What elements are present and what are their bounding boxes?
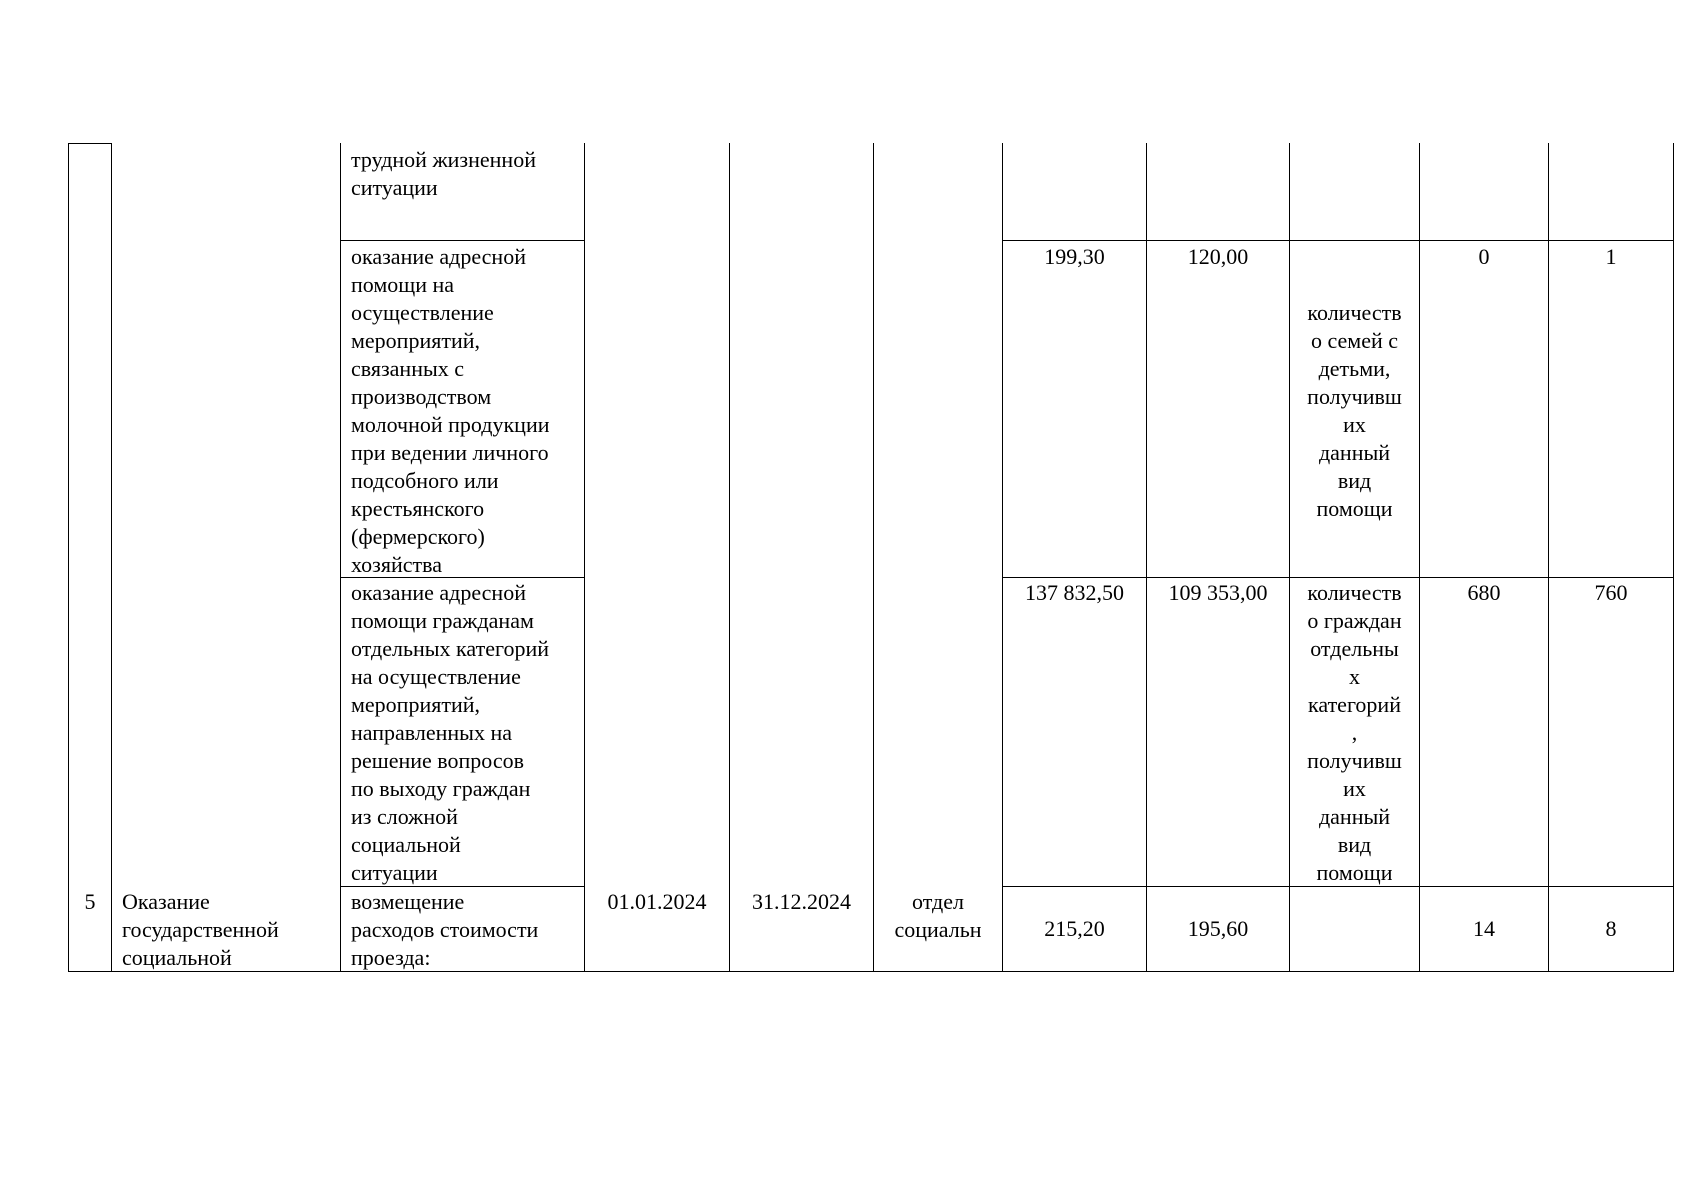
row-5-value-2: 8 <box>1605 916 1617 941</box>
row-dairy-amount-2: 120,00 <box>1187 244 1249 269</box>
row-5-amount-1: 215,20 <box>1044 916 1105 941</box>
row-categories-value-2: 760 <box>1594 580 1628 605</box>
row-categories-value-1: 680 <box>1467 580 1501 605</box>
row-5-amount-2: 195,60 <box>1187 916 1249 941</box>
grid-line <box>1002 240 1674 241</box>
grid-line <box>584 143 585 972</box>
row-5-date-start: 01.01.2024 <box>607 889 707 914</box>
row-dairy-value-2: 1 <box>1605 244 1617 269</box>
row-5-date-end: 31.12.2024 <box>752 889 851 914</box>
row-5-number: 5 <box>84 889 96 914</box>
row-5-executor: отдел социальн <box>894 889 982 942</box>
row-5-value-1: 14 <box>1473 916 1495 941</box>
row-dairy-value-1: 0 <box>1478 244 1490 269</box>
row-categories-amount-2: 109 353,00 <box>1168 580 1268 605</box>
grid-line <box>1673 143 1674 972</box>
row-continuation-description: трудной жизненной ситуации <box>351 147 536 200</box>
row-dairy-description: оказание адресной помощи на осуществление мероприятий, связанных с производством молочной продукции при ведении личного подсобного или крестьянского (фермерского) хозяйства <box>351 244 550 577</box>
grid-line <box>729 143 730 972</box>
row-5-name: Оказание государственной социальной <box>122 889 279 970</box>
row-dairy-indicator: количеств о семей с детьми, получивш их данный вид помощи <box>1307 300 1402 521</box>
row-categories-indicator: количеств о граждан отдельны х категорий , получивш их данный вид помощи <box>1307 580 1402 885</box>
row-categories-description: оказание адресной помощи гражданам отдельных категорий на осуществление мероприятий, направленных на решение вопросов по выходу граждан из сложной социальной ситуации <box>351 580 550 885</box>
grid-line <box>340 240 585 241</box>
grid-line <box>340 143 341 972</box>
grid-line <box>1002 577 1674 578</box>
row-dairy-amount-1: 199,30 <box>1044 244 1105 269</box>
row-categories-amount-1: 137 832,50 <box>1025 580 1124 605</box>
grid-line <box>68 143 112 144</box>
row-5-description: возмещение расходов стоимости проезда: <box>351 889 539 970</box>
grid-line <box>111 143 112 972</box>
grid-line <box>873 143 874 972</box>
grid-line <box>68 143 69 972</box>
